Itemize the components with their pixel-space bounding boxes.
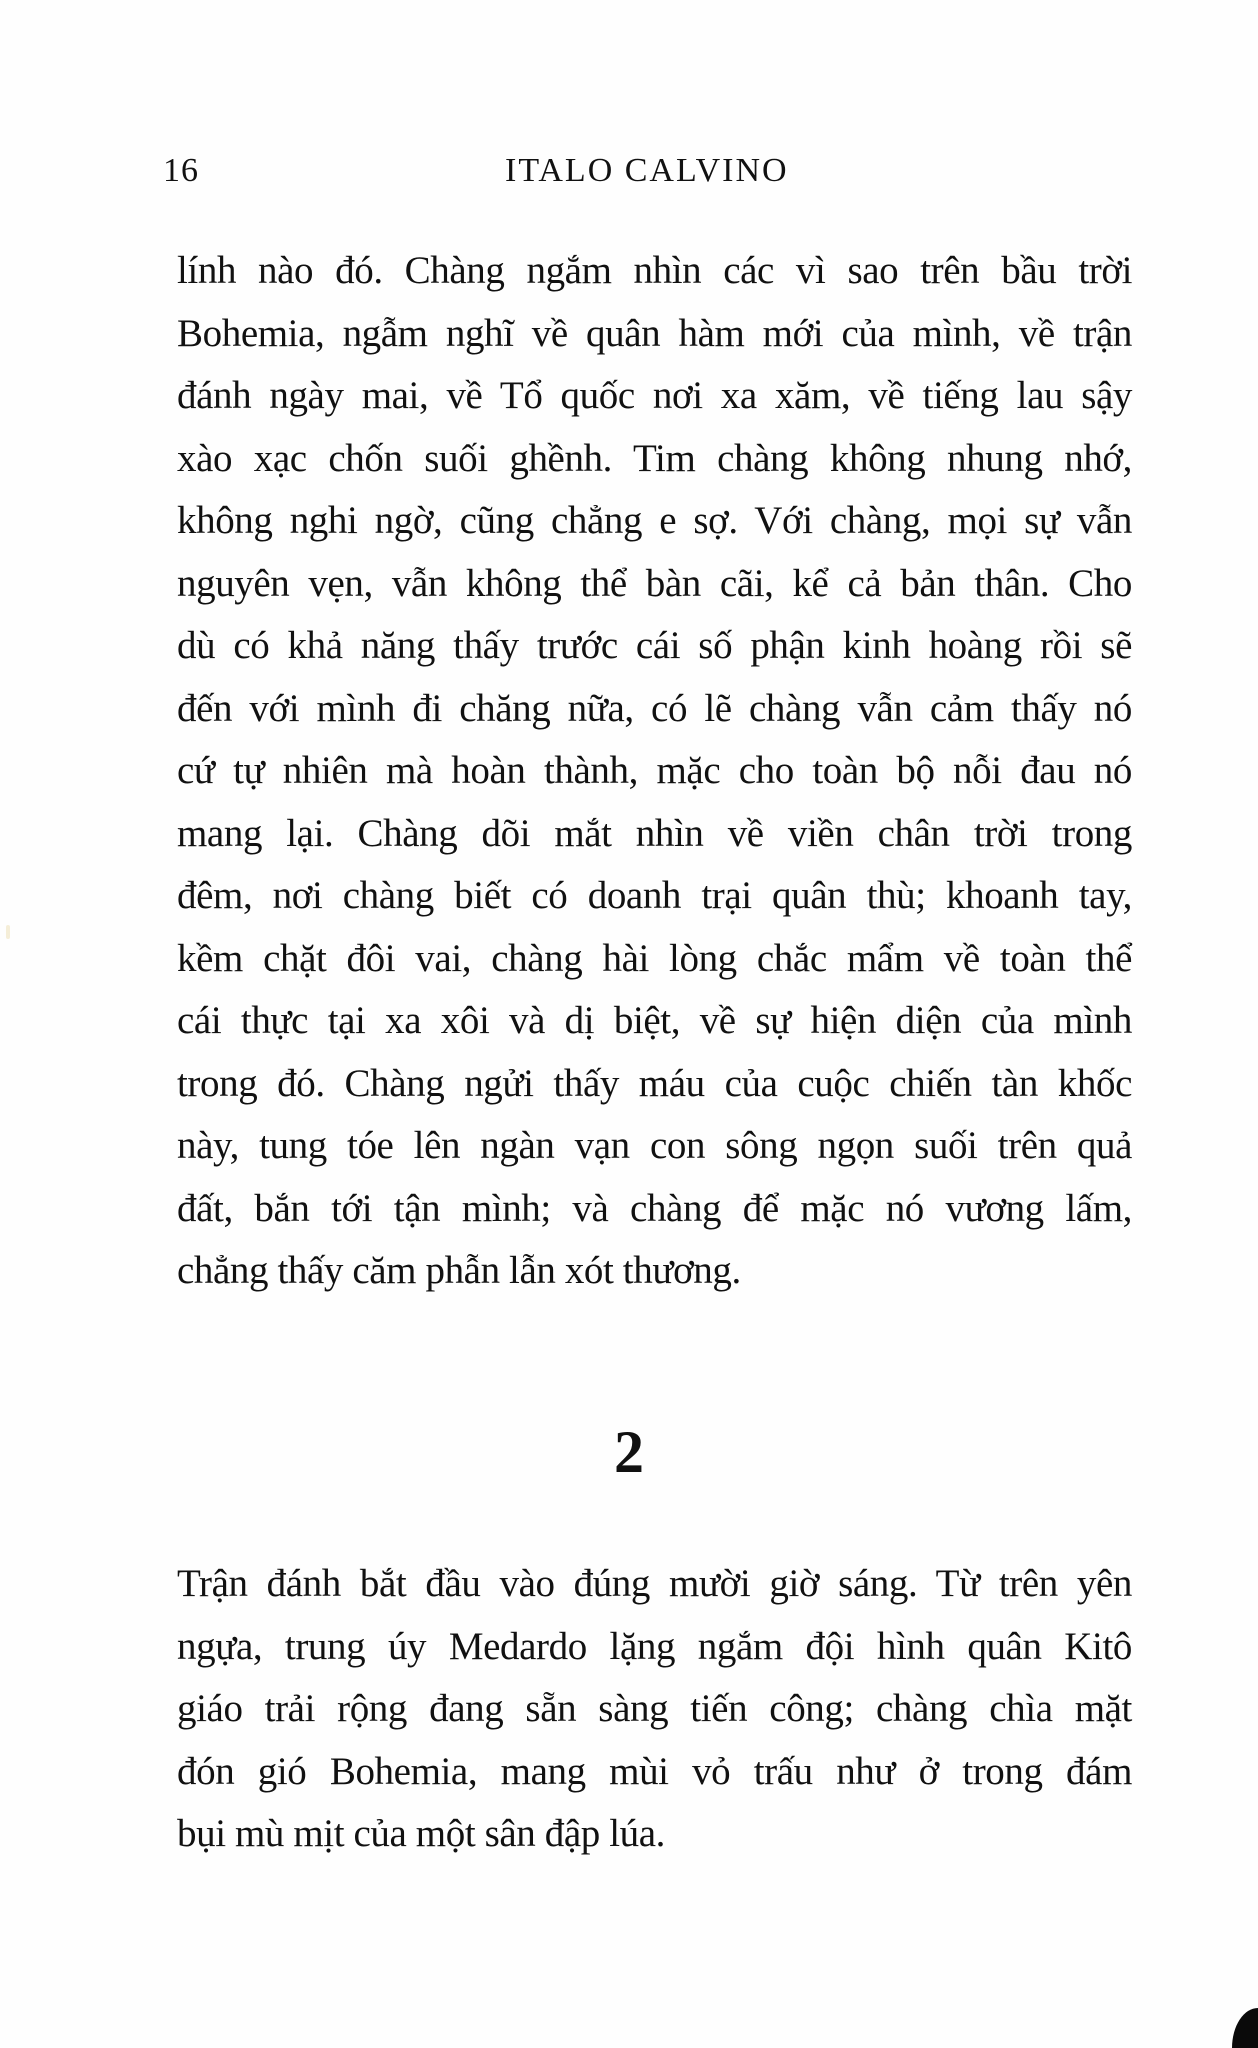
text-line: dù có khả năng thấy trước cái số phận kinh hoàng rồi sẽ	[177, 624, 1132, 667]
scan-artifact	[6, 925, 10, 939]
chapter-heading: 2	[614, 1419, 644, 1485]
text-line: đánh ngày mai, về Tổ quốc nơi xa xăm, về tiếng lau sậy	[177, 374, 1132, 417]
text-line: nguyên vẹn, vẫn không thể bàn cãi, kể cả bản thân. Cho	[177, 561, 1132, 605]
book-author-header: ITALO CALVINO	[505, 152, 789, 189]
text-line: giáo trải rộng đang sẵn sàng tiến công; chàng chìa mặt	[177, 1687, 1132, 1730]
page-number: 16	[163, 152, 199, 189]
text-line: cái thực tại xa xôi và dị biệt, về sự hiện diện của mình	[177, 999, 1132, 1042]
text-line: trong đó. Chàng ngửi thấy máu của cuộc chiến tàn khốc	[177, 1061, 1132, 1105]
text-line: đất, bắn tới tận mình; và chàng để mặc nó vương lấm,	[177, 1186, 1132, 1230]
text-line: xào xạc chốn suối ghềnh. Tim chàng không nhung nhớ,	[177, 436, 1132, 480]
text-line: này, tung tóe lên ngàn vạn con sông ngọn suối trên quả	[177, 1124, 1132, 1167]
paragraph-continued	[177, 240, 1132, 1303]
text-line: Bohemia, ngẫm nghĩ về quân hàm mới của mình, về trận	[177, 311, 1132, 355]
text-line: đến với mình đi chăng nữa, có lẽ chàng vẫn cảm thấy nó	[177, 686, 1132, 730]
text-line: Trận đánh bắt đầu vào đúng mười giờ sáng. Từ trên yên	[177, 1562, 1132, 1605]
page-corner-shadow	[1232, 2008, 1258, 2048]
text-line: cứ tự nhiên mà hoàn thành, mặc cho toàn bộ nỗi đau nó	[177, 749, 1132, 792]
text-line: lính nào đó. Chàng ngắm nhìn các vì sao trên bầu trời	[177, 249, 1132, 292]
text-line: ngựa, trung úy Medardo lặng ngắm đội hình quân Kitô	[177, 1624, 1132, 1668]
running-header	[163, 146, 1130, 196]
text-line: kềm chặt đôi vai, chàng hài lòng chắc mẩm về toàn thể	[177, 936, 1132, 980]
text-line: chẳng thấy căm phẫn lẫn xót thương.	[177, 1249, 741, 1292]
paragraph-chapter-opening	[177, 1553, 1132, 1866]
text-line: không nghi ngờ, cũng chẳng e sợ. Với chàng, mọi sự vẫn	[177, 499, 1132, 542]
text-line: bụi mù mịt của một sân đập lúa.	[177, 1812, 666, 1855]
text-line: đêm, nơi chàng biết có doanh trại quân thù; khoanh tay,	[177, 874, 1132, 917]
text-line: đón gió Bohemia, mang mùi vỏ trấu như ở trong đám	[177, 1749, 1132, 1793]
text-line: mang lại. Chàng dõi mắt nhìn về viền chân trời trong	[177, 811, 1132, 855]
